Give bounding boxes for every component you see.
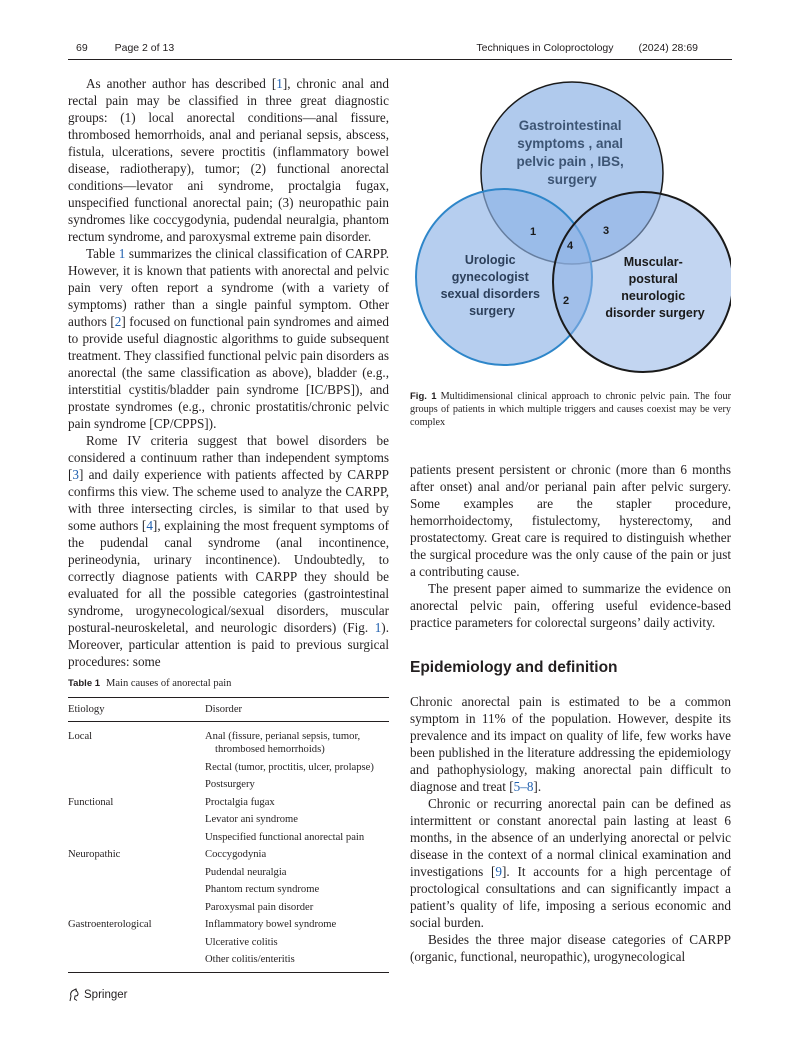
text-segment: As another author has described [ [86, 76, 277, 91]
disorder-cell [205, 881, 389, 899]
etiology-cell [68, 759, 205, 777]
text-segment: ] and daily experience with patients affected by CARPP confirms this view. The scheme used to analyze the CARPP, with three intersecting circles, is similar to that used by some authors [ [68, 467, 389, 533]
citation-link[interactable]: 2 [114, 314, 122, 329]
disorder-text: Unspecified functional anorectal pain [205, 831, 365, 843]
etiology-cell [68, 899, 205, 917]
page-number: 69 [76, 42, 88, 54]
journal-name: Techniques in Coloproctology [476, 42, 614, 54]
paragraph [410, 931, 731, 965]
text-segment: ]. It accounts for a high percentage of proctological consultations and can significantly impact a patient’s quality of life, imposing a serious economic and social burden. [410, 864, 731, 930]
table-caption [68, 678, 231, 689]
paragraph [410, 580, 731, 631]
left-column [68, 75, 389, 670]
disorder-text: Paroxysmal pain disorder [205, 901, 314, 913]
etiology-cell [68, 951, 205, 972]
paragraph [410, 795, 731, 931]
disorder-text: Coccygodynia [205, 849, 267, 860]
table-row [68, 951, 389, 972]
text-segment: Besides the three major disease categories of CARPP (organic, functional, neuropathic), urogynecological [410, 932, 731, 964]
text-segment: ] focused on functional pain syndromes and aimed to provide useful diagnostic algorithms to guide subsequent treatment. They classified functional pelvic pain disorders as anorectal (the same classification as above), bladder (e.g., interstitial cystitis/bladder pain syndrome [IC/BPS]), and prostate syndromes (e.g., chronic prostatitis/chronic pelvic pain syndrome [CP/CPPS]). [68, 314, 389, 431]
circle-left-label: Urologic gynecologist sexual disorders surgery [440, 253, 540, 318]
paragraph [68, 75, 389, 245]
page-of: Page 2 of 13 [114, 42, 175, 54]
header-right [476, 42, 698, 54]
text-segment: Table [86, 246, 119, 261]
venn-figure [410, 68, 731, 386]
table-row [68, 881, 389, 899]
right-column-top [410, 461, 731, 631]
disorder-text: Postsurgery [205, 779, 255, 790]
paragraph [68, 432, 389, 670]
causes-table [68, 698, 389, 972]
table-row [68, 934, 389, 952]
region-1-label: 1 [530, 226, 537, 238]
text-segment: patients present persistent or chronic (more than 6 months after onset) anal and/or perianal pain after pelvic surgery. Some examples are the stapler procedure, hemorrhoidectomy, fistulectomy, hysterectomy, and prostatectomy. Great care is required to distinguish whether the surgical procedure was the only cause of the pain or just a contributing cause. [410, 462, 731, 579]
disorder-cell [205, 811, 389, 829]
citation-link[interactable]: 1 [374, 620, 382, 635]
disorder-text: Inflammatory bowel syndrome [205, 919, 337, 930]
figure-caption-label: Fig. 1 [410, 391, 437, 402]
column-header-disorder: Disorder [205, 698, 389, 722]
section-heading: Epidemiology and definition [410, 659, 618, 676]
etiology-cell: Functional [68, 796, 114, 808]
text-segment: ], explaining the most frequent symptoms of the pudendal canal syndrome (anal incontinence, perineodynia, urinary incontinence). Undoubtedly, to correctly diagnose patients with CARPP they should be evaluated for all the possible categories (gastrointestinal syndrome, urogynecological/sexual disorders, muscular postural-neuroskeletal, and neurologic disorders) (Fig. [68, 518, 389, 635]
etiology-cell: Gastroenterological [68, 919, 152, 930]
citation-link[interactable]: 1 [276, 76, 283, 91]
table-container [68, 697, 389, 973]
text-segment: ). Moreover, particular attention is paid to previous surgical procedures: some [68, 620, 389, 669]
text-segment: ], chronic anal and rectal pain may be classified in three great diagnostic groups: (1) local anorectal conditions—anal fissure, thrombosed hemorrhoids, anal and perianal sepsis, abscess, fistula, ulcerations, severe proctitis (inflammatory bowel disease, radiotherapy), tumor; (2) functional anorectal conditions—levator ani syndrome, proctalgia fugax, unspecified functional anorectal pain; (3) neuropathic pain syndromes like coccygodynia, pudendal neuralgia, phantom rectum syndrome, and paroxysmal extreme pain disorder. [68, 76, 389, 244]
disorder-cell [205, 916, 389, 934]
citation-link[interactable]: 5–8 [513, 779, 534, 794]
etiology-cell: Neuropathic [68, 849, 121, 860]
disorder-text: Phantom rectum syndrome [205, 884, 320, 895]
table-row [68, 916, 389, 934]
disorder-cell [205, 794, 389, 812]
text-segment: Chronic anorectal pain is estimated to be a common symptom in 11% of the population. However, despite its prevalence and its impact on quality of life, few works have been published in the literature addressing the epidemiology and pathophysiology, making anorectal pain difficult to diagnose and treat [ [410, 694, 731, 794]
circle-right-label: Muscular- postural neurologic disorder surgery [605, 255, 705, 320]
region-2-label: 2 [563, 295, 570, 307]
etiology-cell [68, 829, 205, 847]
footer [68, 988, 127, 1002]
disorder-cell [205, 829, 389, 847]
header-left [76, 42, 174, 54]
disorder-cell [205, 899, 389, 917]
table-row [68, 864, 389, 882]
etiology-cell: Local [68, 731, 93, 742]
figure-caption-text: Multidimensional clinical approach to chronic pelvic pain. The four groups of patients in which multiple triggers and causes coexist may be very complex [410, 391, 731, 428]
disorder-cell [205, 846, 389, 864]
region-4-label: 4 [567, 240, 574, 252]
disorder-text: Other colitis/enteritis [205, 954, 295, 965]
disorder-cell [205, 759, 389, 777]
header-rule [68, 59, 732, 60]
disorder-text: Anal (fissure, perianal sepsis, tumor, thrombosed hemorrhoids) [205, 731, 361, 755]
column-header-etiology: Etiology [68, 698, 205, 722]
etiology-cell [68, 864, 205, 882]
disorder-cell [205, 864, 389, 882]
table-row [68, 776, 389, 794]
disorder-text: Levator ani syndrome [205, 814, 298, 825]
disorder-cell [205, 722, 389, 759]
table-row [68, 794, 389, 812]
table-label: Table 1 [68, 678, 101, 689]
etiology-cell [68, 776, 205, 794]
paragraph [410, 461, 731, 580]
citation-link[interactable]: 4 [146, 518, 153, 533]
table-body [68, 722, 389, 973]
springer-horse-icon [68, 988, 80, 1002]
disorder-cell [205, 951, 389, 972]
disorder-cell [205, 776, 389, 794]
disorder-text: Proctalgia fugax [205, 796, 275, 808]
table-title: Main causes of anorectal pain [106, 678, 232, 689]
text-segment: ]. [533, 779, 542, 794]
circle-top-label: Gastrointestinal symptoms , anal pelvic pain , IBS, surgery [516, 118, 624, 187]
region-3-label: 3 [603, 225, 610, 237]
table-row [68, 759, 389, 777]
venn-diagram [410, 68, 731, 386]
figure-caption [410, 390, 731, 429]
citation-link[interactable]: 1 [118, 246, 126, 261]
citation-link[interactable]: 9 [495, 864, 503, 879]
table-row [68, 846, 389, 864]
right-column-bottom [410, 693, 731, 965]
etiology-cell [68, 811, 205, 829]
table-row [68, 811, 389, 829]
text-segment: Chronic or recurring anorectal pain can be defined as intermittent or constant anorectal pain lasting at least 6 months, in the absence of an underlying anorectal or pelvic disease in the context of a normal clinical examination and investigations [ [410, 796, 731, 879]
text-segment: summarizes the clinical classification of CARPP. However, it is known that patients with anorectal and pelvic pain very often report a syndrome (with a variety of symptoms) rather than a single painful symptom. Other authors [ [68, 246, 389, 329]
paragraph [410, 693, 731, 795]
citation-link[interactable]: 3 [72, 467, 79, 482]
table-header-row [68, 698, 389, 722]
etiology-cell [68, 881, 205, 899]
table-row [68, 722, 389, 759]
disorder-text: Rectal (tumor, proctitis, ulcer, prolapse) [205, 761, 374, 773]
etiology-cell [68, 934, 205, 952]
disorder-text: Pudendal neuralgia [205, 866, 287, 878]
journal-volume: (2024) 28:69 [638, 42, 698, 54]
table-row [68, 899, 389, 917]
publisher-name: Springer [84, 989, 128, 1001]
text-segment: The present paper aimed to summarize the evidence on anorectal pelvic pain, offering useful evidence-based practice parameters for colorectal surgeons’ daily activity. [410, 581, 731, 630]
paragraph [68, 245, 389, 432]
disorder-text: Ulcerative colitis [205, 936, 278, 948]
table-row [68, 829, 389, 847]
disorder-cell [205, 934, 389, 952]
text-segment: Rome IV criteria suggest that bowel disorders be considered a continuum rather than independent symptoms [ [68, 433, 389, 482]
